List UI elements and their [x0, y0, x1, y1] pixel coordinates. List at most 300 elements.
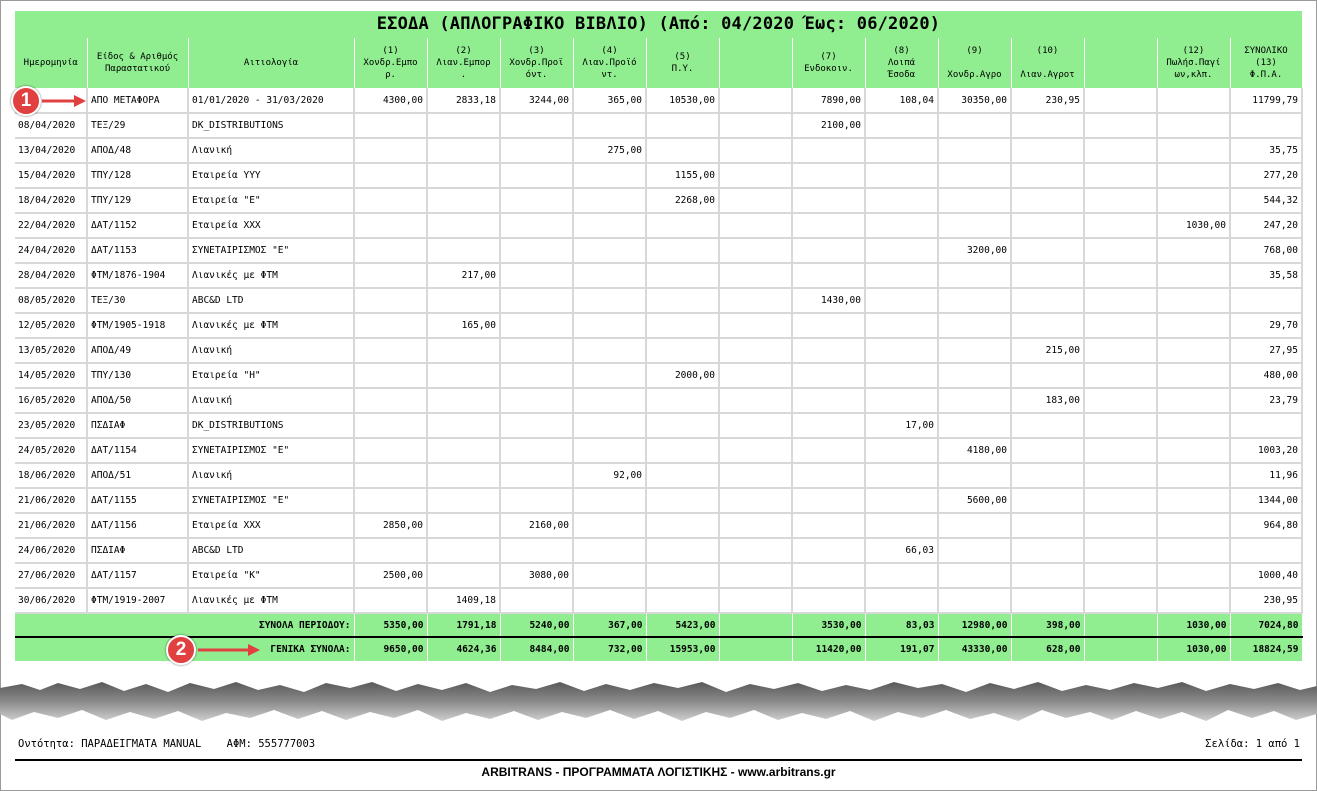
totals-label: ΣΥΝΟΛΑ ΠΕΡΙΟΔΟΥ:	[15, 613, 354, 637]
table-cell	[354, 463, 427, 488]
table-cell	[938, 413, 1011, 438]
total-cell	[1084, 637, 1157, 661]
column-header-line: (13)	[1255, 57, 1277, 68]
table-cell: Λιανικές με ΦΤΜ	[188, 313, 354, 338]
table-cell	[1157, 113, 1230, 138]
table-cell	[427, 388, 500, 413]
table-cell: 14/05/2020	[15, 363, 87, 388]
table-cell	[500, 188, 573, 213]
table-cell: 11799,79	[1230, 88, 1302, 113]
table-cell	[865, 563, 938, 588]
table-cell: 1030,00	[1157, 213, 1230, 238]
table-cell: ΔΑΤ/1153	[87, 238, 188, 263]
total-cell: 4624,36	[427, 637, 500, 661]
table-cell	[500, 488, 573, 513]
table-cell: 35,75	[1230, 138, 1302, 163]
table-cell	[573, 538, 646, 563]
table-cell: Λιανική	[188, 138, 354, 163]
column-header	[719, 38, 792, 88]
table-cell	[354, 113, 427, 138]
table-cell	[427, 163, 500, 188]
table-cell	[573, 238, 646, 263]
table-cell	[1084, 188, 1157, 213]
column-header	[354, 38, 427, 88]
table-cell	[1157, 363, 1230, 388]
table-cell: 16/05/2020	[15, 388, 87, 413]
table-cell	[573, 313, 646, 338]
table-cell	[573, 563, 646, 588]
table-cell: Εταιρεία "Κ"	[188, 563, 354, 588]
total-cell: 83,03	[865, 613, 938, 637]
table-cell: ΔΑΤ/1156	[87, 513, 188, 538]
table-row	[15, 413, 1302, 438]
table-cell	[1157, 463, 1230, 488]
table-cell	[1084, 338, 1157, 363]
page-number: Σελίδα: 1 από 1	[1205, 738, 1300, 750]
table-cell: 30350,00	[938, 88, 1011, 113]
table-row	[15, 438, 1302, 463]
table-cell	[938, 563, 1011, 588]
table-row	[15, 263, 1302, 288]
table-cell	[354, 288, 427, 313]
column-header	[573, 38, 646, 88]
total-cell: 398,00	[1011, 613, 1084, 637]
column-header-line: Είδος & Αριθμός	[96, 51, 179, 62]
table-cell	[865, 313, 938, 338]
table-cell: Εταιρεία "Η"	[188, 363, 354, 388]
table-cell	[719, 363, 792, 388]
table-cell	[792, 413, 865, 438]
table-cell	[1157, 588, 1230, 613]
table-cell: 247,20	[1230, 213, 1302, 238]
table-cell	[1011, 488, 1084, 513]
table-cell: Λιανική	[188, 338, 354, 363]
total-cell: 8484,00	[500, 637, 573, 661]
table-cell	[719, 288, 792, 313]
table-cell	[1011, 363, 1084, 388]
table-cell: 183,00	[1011, 388, 1084, 413]
table-cell	[1157, 313, 1230, 338]
table-cell	[1230, 113, 1302, 138]
table-cell	[719, 538, 792, 563]
table-cell: 1000,40	[1230, 563, 1302, 588]
table-cell	[792, 313, 865, 338]
table-cell	[719, 438, 792, 463]
table-cell	[646, 538, 719, 563]
column-header-line: (4)	[601, 45, 618, 56]
table-cell	[427, 338, 500, 363]
table-cell	[938, 363, 1011, 388]
table-cell	[427, 413, 500, 438]
column-header-line: (12)	[1182, 45, 1205, 56]
table-row	[15, 113, 1302, 138]
table-cell: 1155,00	[646, 163, 719, 188]
table-cell	[1084, 238, 1157, 263]
column-header-line: Παραστατικού	[104, 63, 171, 74]
column-header-line: (10)	[1036, 45, 1059, 56]
table-cell	[1230, 413, 1302, 438]
table-cell	[646, 138, 719, 163]
table-cell	[719, 488, 792, 513]
column-header-line: όντ.	[525, 69, 548, 80]
table-cell	[646, 588, 719, 613]
table-cell	[500, 288, 573, 313]
table-cell: Εταιρεία ΥΥΥ	[188, 163, 354, 188]
table-cell	[573, 113, 646, 138]
table-row	[15, 388, 1302, 413]
total-cell: 5423,00	[646, 613, 719, 637]
table-cell	[500, 113, 573, 138]
table-cell	[427, 238, 500, 263]
table-cell	[1084, 488, 1157, 513]
table-cell: 108,04	[865, 88, 938, 113]
table-cell	[427, 288, 500, 313]
table-cell: ΔΑΤ/1157	[87, 563, 188, 588]
table-cell	[865, 463, 938, 488]
table-cell	[1084, 513, 1157, 538]
total-cell: 1030,00	[1157, 613, 1230, 637]
table-cell	[500, 263, 573, 288]
table-cell: 28/04/2020	[15, 263, 87, 288]
table-cell: Λιανικές με ΦΤΜ	[188, 263, 354, 288]
arrow-right-icon	[40, 93, 88, 109]
table-cell: 2833,18	[427, 88, 500, 113]
table-cell: ΤΠΥ/130	[87, 363, 188, 388]
column-header-line: Πωλήσ.Παγί	[1166, 57, 1221, 68]
table-cell	[646, 338, 719, 363]
table-row	[15, 238, 1302, 263]
table-cell	[1157, 563, 1230, 588]
column-header-line	[1015, 57, 1081, 69]
table-cell: ΑΠΟΔ/48	[87, 138, 188, 163]
table-cell: 230,95	[1011, 88, 1084, 113]
table-cell	[719, 113, 792, 138]
table-cell: 18/04/2020	[15, 188, 87, 213]
column-header-line: .	[460, 69, 467, 80]
table-cell: ABC&D LTD	[188, 288, 354, 313]
table-cell	[865, 363, 938, 388]
table-cell	[865, 163, 938, 188]
table-cell	[427, 138, 500, 163]
callout-marker-2: 2	[166, 635, 196, 665]
table-cell	[1084, 438, 1157, 463]
column-header-line: Λιαν.Αγροτ	[1020, 69, 1075, 80]
table-cell: 2268,00	[646, 188, 719, 213]
table-cell: 215,00	[1011, 338, 1084, 363]
torn-page-divider	[0, 674, 1317, 726]
column-header-line: Ημερομηνία	[23, 57, 78, 68]
table-cell	[865, 238, 938, 263]
table-cell: 3244,00	[500, 88, 573, 113]
table-cell	[719, 588, 792, 613]
table-cell	[500, 438, 573, 463]
table-cell: 35,58	[1230, 263, 1302, 288]
table-cell: 2100,00	[792, 113, 865, 138]
table-cell	[1084, 263, 1157, 288]
table-cell	[1157, 188, 1230, 213]
table-cell: 24/05/2020	[15, 438, 87, 463]
table-cell: 217,00	[427, 263, 500, 288]
column-header-line: (3)	[528, 45, 545, 56]
table-cell	[719, 513, 792, 538]
table-cell	[1011, 463, 1084, 488]
table-cell	[1084, 388, 1157, 413]
table-cell: 4180,00	[938, 438, 1011, 463]
table-cell	[573, 488, 646, 513]
total-cell: 367,00	[573, 613, 646, 637]
table-cell: ΔΑΤ/1155	[87, 488, 188, 513]
table-cell	[354, 138, 427, 163]
table-cell	[938, 463, 1011, 488]
table-cell	[1157, 388, 1230, 413]
table-cell	[573, 263, 646, 288]
table-cell	[573, 288, 646, 313]
table-cell: 3200,00	[938, 238, 1011, 263]
table-cell: Λιανική	[188, 463, 354, 488]
table-cell: ΑΠΟΔ/50	[87, 388, 188, 413]
table-cell: ABC&D LTD	[188, 538, 354, 563]
table-cell: 480,00	[1230, 363, 1302, 388]
table-cell	[1011, 538, 1084, 563]
column-header	[1230, 38, 1302, 88]
column-header-line: ΣΥΝΟΛΙΚΟ	[1244, 45, 1288, 56]
table-cell: Εταιρεία "Ε"	[188, 188, 354, 213]
table-cell: DK_DISTRIBUTIONS	[188, 113, 354, 138]
table-cell	[500, 138, 573, 163]
table-cell	[1084, 463, 1157, 488]
tax-id: ΑΦΜ: 555777003	[226, 738, 316, 750]
table-cell	[938, 288, 1011, 313]
total-cell: 12980,00	[938, 613, 1011, 637]
table-cell	[1157, 513, 1230, 538]
table-cell	[500, 413, 573, 438]
table-cell: 3080,00	[500, 563, 573, 588]
column-header-line: (1)	[382, 45, 399, 56]
table-cell	[719, 213, 792, 238]
table-cell	[354, 188, 427, 213]
column-header-line: Λιαν.Εμπορ	[436, 57, 491, 68]
table-cell	[792, 338, 865, 363]
total-cell: 3530,00	[792, 613, 865, 637]
table-cell	[719, 88, 792, 113]
total-cell	[719, 613, 792, 637]
table-cell	[1011, 238, 1084, 263]
table-cell: 365,00	[573, 88, 646, 113]
table-cell: 17,00	[865, 413, 938, 438]
table-cell	[500, 213, 573, 238]
table-cell	[1011, 513, 1084, 538]
table-cell: 13/04/2020	[15, 138, 87, 163]
table-cell	[573, 513, 646, 538]
table-cell	[938, 138, 1011, 163]
table-cell	[427, 188, 500, 213]
table-cell	[646, 288, 719, 313]
table-cell: 230,95	[1230, 588, 1302, 613]
table-cell	[427, 563, 500, 588]
table-cell	[1011, 588, 1084, 613]
table-cell	[1084, 163, 1157, 188]
table-cell	[354, 413, 427, 438]
table-cell: Εταιρεία ΧΧΧ	[188, 213, 354, 238]
table-cell	[646, 388, 719, 413]
table-cell	[792, 588, 865, 613]
table-row	[15, 463, 1302, 488]
table-cell	[1084, 563, 1157, 588]
table-cell	[1157, 163, 1230, 188]
column-header-line: Χονδρ.Εμπο	[363, 57, 418, 68]
table-row	[15, 488, 1302, 513]
table-cell	[1084, 363, 1157, 388]
table-cell	[500, 588, 573, 613]
table-cell	[865, 438, 938, 463]
column-header-line: ντ.	[601, 69, 618, 80]
table-cell	[646, 238, 719, 263]
table-cell	[719, 338, 792, 363]
table-cell	[865, 263, 938, 288]
table-cell	[1084, 88, 1157, 113]
table-cell	[938, 313, 1011, 338]
table-cell	[1157, 288, 1230, 313]
table-cell	[865, 488, 938, 513]
table-cell	[719, 163, 792, 188]
table-cell	[792, 463, 865, 488]
table-cell: 277,20	[1230, 163, 1302, 188]
table-cell	[719, 463, 792, 488]
column-header-line: Π.Υ.	[671, 63, 694, 74]
total-cell: 15953,00	[646, 637, 719, 661]
table-cell	[1011, 288, 1084, 313]
table-cell	[646, 113, 719, 138]
table-cell: 165,00	[427, 313, 500, 338]
footer-brand: ARBITRANS - ΠΡΟΓΡΑΜΜΑΤΑ ΛΟΓΙΣΤΙΚΗΣ - www.arbitrans.gr	[481, 765, 836, 779]
table-cell: 1344,00	[1230, 488, 1302, 513]
column-header-line	[1088, 57, 1154, 69]
column-header-line: Λιαν.Προϊό	[582, 57, 637, 68]
table-cell: 2500,00	[354, 563, 427, 588]
table-cell	[719, 238, 792, 263]
table-cell	[719, 188, 792, 213]
table-header-row	[15, 38, 1302, 88]
table-cell	[938, 188, 1011, 213]
column-header-line: Φ.Π.Α.	[1249, 69, 1283, 80]
table-cell: 964,80	[1230, 513, 1302, 538]
table-cell	[1084, 213, 1157, 238]
table-cell: ΑΠΟΔ/49	[87, 338, 188, 363]
table-cell: ΦΤΜ/1876-1904	[87, 263, 188, 288]
table-cell: 13/05/2020	[15, 338, 87, 363]
column-header	[1157, 38, 1230, 88]
total-cell: 7024,80	[1230, 613, 1302, 637]
table-cell: 768,00	[1230, 238, 1302, 263]
table-cell	[792, 538, 865, 563]
column-header	[792, 38, 865, 88]
column-header-line: Χονδρ.Προϊ	[509, 57, 564, 68]
column-header-line: (7)	[820, 51, 837, 62]
table-cell	[500, 163, 573, 188]
column-header	[865, 38, 938, 88]
table-cell	[427, 363, 500, 388]
table-cell	[938, 113, 1011, 138]
table-cell	[1011, 113, 1084, 138]
table-cell: 22/04/2020	[15, 213, 87, 238]
column-header	[15, 38, 87, 88]
table-cell: 12/05/2020	[15, 313, 87, 338]
table-cell	[1230, 288, 1302, 313]
table-cell	[573, 588, 646, 613]
table-row	[15, 588, 1302, 613]
table-cell	[1084, 113, 1157, 138]
table-cell	[646, 563, 719, 588]
table-cell: 27/06/2020	[15, 563, 87, 588]
table-cell: ΤΕΞ/30	[87, 288, 188, 313]
table-cell	[354, 538, 427, 563]
table-cell	[792, 163, 865, 188]
table-cell	[500, 338, 573, 363]
table-cell	[1011, 163, 1084, 188]
column-header-line: (9)	[966, 45, 983, 56]
table-cell	[792, 563, 865, 588]
table-cell	[1011, 563, 1084, 588]
table-cell: DK_DISTRIBUTIONS	[188, 413, 354, 438]
table-cell: Λιανικές με ΦΤΜ	[188, 588, 354, 613]
total-cell: 191,07	[865, 637, 938, 661]
table-cell	[573, 363, 646, 388]
table-cell	[1157, 238, 1230, 263]
table-cell	[573, 413, 646, 438]
table-cell	[865, 113, 938, 138]
total-cell: 5240,00	[500, 613, 573, 637]
total-cell: 1030,00	[1157, 637, 1230, 661]
table-cell: Εταιρεία ΧΧΧ	[188, 513, 354, 538]
table-cell	[1084, 288, 1157, 313]
table-cell	[354, 163, 427, 188]
table-cell	[792, 213, 865, 238]
table-cell	[427, 513, 500, 538]
table-cell	[1011, 138, 1084, 163]
table-cell: 2000,00	[646, 363, 719, 388]
table-cell	[500, 363, 573, 388]
table-row	[15, 313, 1302, 338]
table-cell: 30/06/2020	[15, 588, 87, 613]
total-cell: 1791,18	[427, 613, 500, 637]
table-cell	[1157, 138, 1230, 163]
totals-label: ΓΕΝΙΚΑ ΣΥΝΟΛΑ:	[15, 637, 354, 661]
table-cell	[1157, 488, 1230, 513]
table-cell	[427, 213, 500, 238]
footer-entity-info	[18, 738, 315, 750]
table-cell	[1230, 538, 1302, 563]
table-cell: ΤΠΥ/128	[87, 163, 188, 188]
table-cell	[1011, 438, 1084, 463]
table-cell	[792, 263, 865, 288]
table-cell: 08/04/2020	[15, 113, 87, 138]
table-cell	[938, 163, 1011, 188]
table-cell	[865, 188, 938, 213]
table-cell	[573, 163, 646, 188]
callout-marker-1: 1	[11, 86, 41, 116]
table-cell: ΤΠΥ/129	[87, 188, 188, 213]
table-cell	[354, 263, 427, 288]
table-cell	[573, 338, 646, 363]
table-cell: ΠΣΔΙΑΦ	[87, 538, 188, 563]
table-cell: 01/01/2020 - 31/03/2020	[188, 88, 354, 113]
table-cell	[354, 313, 427, 338]
table-cell	[646, 463, 719, 488]
table-cell	[427, 488, 500, 513]
table-row	[15, 363, 1302, 388]
income-ledger-table	[15, 38, 1303, 662]
table-cell: 11,96	[1230, 463, 1302, 488]
